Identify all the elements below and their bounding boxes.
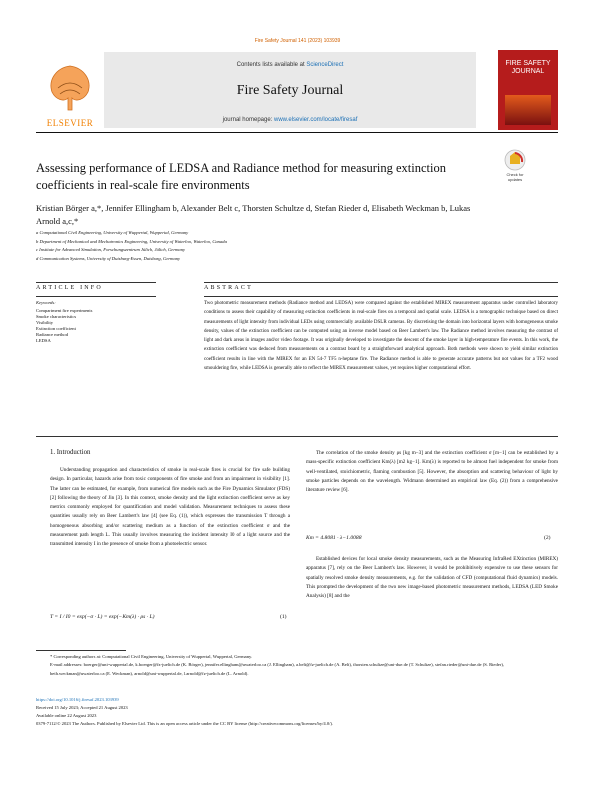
keyword: Smoke characteristics bbox=[36, 314, 77, 319]
affiliation-d: d Communication Systems, University of Duisburg-Essen, Duisburg, Germany bbox=[36, 255, 181, 261]
homepage-link[interactable]: www.elsevier.com/locate/firesaf bbox=[274, 117, 358, 123]
equation-1: T = I / I0 = exp(−σ · L) = exp(−Km(λ) · ρs · L) bbox=[50, 614, 155, 620]
keyword: Compartment fire experiments bbox=[36, 308, 93, 313]
journal-title: Fire Safety Journal bbox=[236, 83, 344, 98]
elsevier-wordmark: ELSEVIER bbox=[46, 118, 94, 128]
contents-prefix: Contents lists available at bbox=[236, 62, 307, 68]
license-statement: 0379-7112/© 2023 The Authors. Published by Elsevier Ltd. This is an open access article under the CC BY license (http://creativecommons.org/licenses/by/4.0/). bbox=[36, 721, 334, 726]
keyword: Visibility bbox=[36, 320, 54, 325]
article-title: Assessing performance of LEDSA and Radiance method for measuring extinction coefficients in real-scale fire environments bbox=[36, 161, 446, 192]
affiliation-a: a Computational Civil Engineering, University of Wuppertal, Wuppertal, Germany bbox=[36, 230, 189, 235]
journal-reference[interactable]: Fire Safety Journal 141 (2023) 103939 bbox=[254, 38, 341, 44]
available-online: Available online 22 August 2023 bbox=[36, 713, 97, 718]
journal-cover-title: FIRE SAFETY JOURNAL bbox=[505, 60, 551, 75]
keyword: Radiance method bbox=[36, 332, 69, 337]
equation-2-number: (2) bbox=[544, 535, 551, 541]
abstract-text: Two photometric measurement methods (Radiance method and LEDSA) were compared against the established MIREX measurement apparatus under controlled laboratory conditions to assess their capability of measuring extinction coefficients in real-scale fires on a temporal and spatial scale. LEDSA is a tomographic technique based on direct measurements of light intensity from individual LEDs using commercially available DSLR cameras. By discretising the domain into horizontal layers with homogeneous smoke density, values of the extinction coefficient can be computed using an inverse model based on Beer Lambert's law. The Radiance method involves measuring the contrast of light and dark areas in images and/or video footage. It was originally developed to investigate the descent of the smoke layer in high-temperature fire events. In this work, the extinction coefficient was deduced from measurements on a contrast board by a straightforward analytical approach. Both methods were shown to yield similar extinction coefficient results in line with the MIREX for an EN 54-7 TF5 n-heptane fire. The Radiance method is able to generate accurate patterns but not values for a TF2 wood smouldering fire, while LEDSA is generally able to reflect the MIREX measurement values, yet requires higher computational effort. bbox=[204, 301, 558, 371]
article-info-heading: ARTICLE INFO bbox=[36, 285, 103, 291]
affiliation-b: b Department of Mechanical and Mechatronics Engineering, University of Waterloo, Waterloo, Canada bbox=[36, 238, 227, 244]
homepage-prefix: journal homepage: bbox=[222, 117, 274, 123]
header-rule bbox=[36, 132, 558, 133]
article-info-rule-top bbox=[36, 282, 156, 283]
equation-2: Km = 4.8081 · λ−1.0088 bbox=[306, 535, 362, 541]
keyword: LEDSA bbox=[36, 338, 51, 343]
svg-text:Check for: Check for bbox=[506, 172, 524, 177]
check-for-updates-badge[interactable] bbox=[500, 148, 530, 184]
intro-paragraph-3: Established devices for local smoke density measurements, such as the Measuring InfraRed EXtinction (MIREX) apparatus [7], rely on the Beer Lambert's law. However, it would be prohibitively expensive to use these sensors for spatially resolved smoke density measurements, e.g. for the validation of CFD (computational fluid dynamics) models. This prompted the development of the two new image-based photometric measurement methods, LEDSA (LED Smoke Analysis) [8] and the bbox=[306, 556, 558, 600]
footnote-rule bbox=[36, 650, 126, 651]
publication-info bbox=[36, 696, 556, 728]
keywords-label: Keywords: bbox=[36, 300, 56, 305]
footnote bbox=[50, 653, 558, 678]
corresponding-author-note: * Corresponding authors at: Computational Civil Engineering, University of Wuppertal, Wuppertal, Germany. bbox=[50, 654, 253, 659]
received-dates: Received 15 July 2023; Accepted 21 August 2023 bbox=[36, 705, 128, 710]
email-addresses: E-mail addresses: boerger@uni-wuppertal.de, k.boerger@fz-juelich.de (K. Börger), jennifer.ellingham@uwaterloo.ca (J. Ellingham), a.belt@fz-juelich.de (A. Belt), thorsten.schultze@uni-due.de (T. Schultze), stefan.rieder@uni-due.de (S. Rieder), beth.weckman@uwaterloo.ca (E. Weckman), arnold@uni-wuppertal.de, l.arnold@fz-juelich.de (L. Arnold). bbox=[50, 662, 505, 676]
affiliations bbox=[36, 229, 516, 263]
homepage-line bbox=[104, 117, 476, 123]
abstract-rule-top bbox=[204, 282, 558, 283]
article-info-rule-bottom bbox=[36, 296, 156, 297]
equation-1-number: (1) bbox=[280, 614, 287, 620]
keywords-list bbox=[36, 308, 186, 344]
intro-paragraph-2: The correlation of the smoke density ρs [kg m−3] and the extinction coefficient σ [m−1] can be established by a mass-specific extinction coefficient Km(λ) [m2 kg−1]. Km(λ) is reported to be almost fuel independent for smoke from well-ventilated, stoichiometric, flaming combustion [5]. However, the absorption and scattering behaviour of light by smoke particles depends on the wavelength. Widmann determined an empirical law (Eq. (2)) from a comprehensive literature review [6]. bbox=[306, 450, 558, 494]
keyword: Extinction coefficient bbox=[36, 326, 76, 331]
section-heading-introduction: 1. Introduction bbox=[50, 449, 91, 456]
affiliation-c: c Institute for Advanced Simulation, Forschungszentrum Jülich, Jülich, Germany bbox=[36, 247, 186, 252]
author-list: Kristian Börger a,*, Jennifer Ellingham b, Alexander Belt c, Thorsten Schultze d, Stefan Rieder d, Elisabeth Weckman b, Lukas Arnold a,c,* bbox=[36, 203, 471, 226]
intro-paragraph-1: Understanding propagation and characteristics of smoke in real-scale fires is crucial for fire safe building design. In particular, hazards arise from toxic components of fire smoke and from an impairment in visibility [1]. The latter can be estimated, for example, from numerical fire models such as the Fire Dynamics Simulator (FDS) [2] following the theory of Jin [3]. In this context, smoke density and the light extinction coefficient serve as key metrics commonly employed for quantification and model validation. Measurement techniques to assess these quantities usually rely on Beer Lambert's law [4] (see Eq. (1)), which expresses the transmission T through a homogeneous absorbing and/or scattering medium as a function of the extinction coefficient σ and the measurement path length L. This usually involves measuring the incident intensity I0 of a light source and the transmitted intensity I in the presence of smoke from a photoelectric sensor. bbox=[50, 467, 290, 548]
contents-line bbox=[104, 62, 476, 68]
abstract-heading: ABSTRACT bbox=[204, 285, 253, 291]
abstract-rule-bottom bbox=[204, 296, 558, 297]
doi-link[interactable]: https://doi.org/10.1016/j.firesaf.2023.103939 bbox=[36, 697, 119, 702]
sciencedirect-link[interactable]: ScienceDirect bbox=[306, 62, 344, 68]
journal-cover-image bbox=[505, 95, 551, 125]
abstract-rule-end bbox=[36, 436, 558, 437]
svg-text:updates: updates bbox=[507, 177, 523, 182]
